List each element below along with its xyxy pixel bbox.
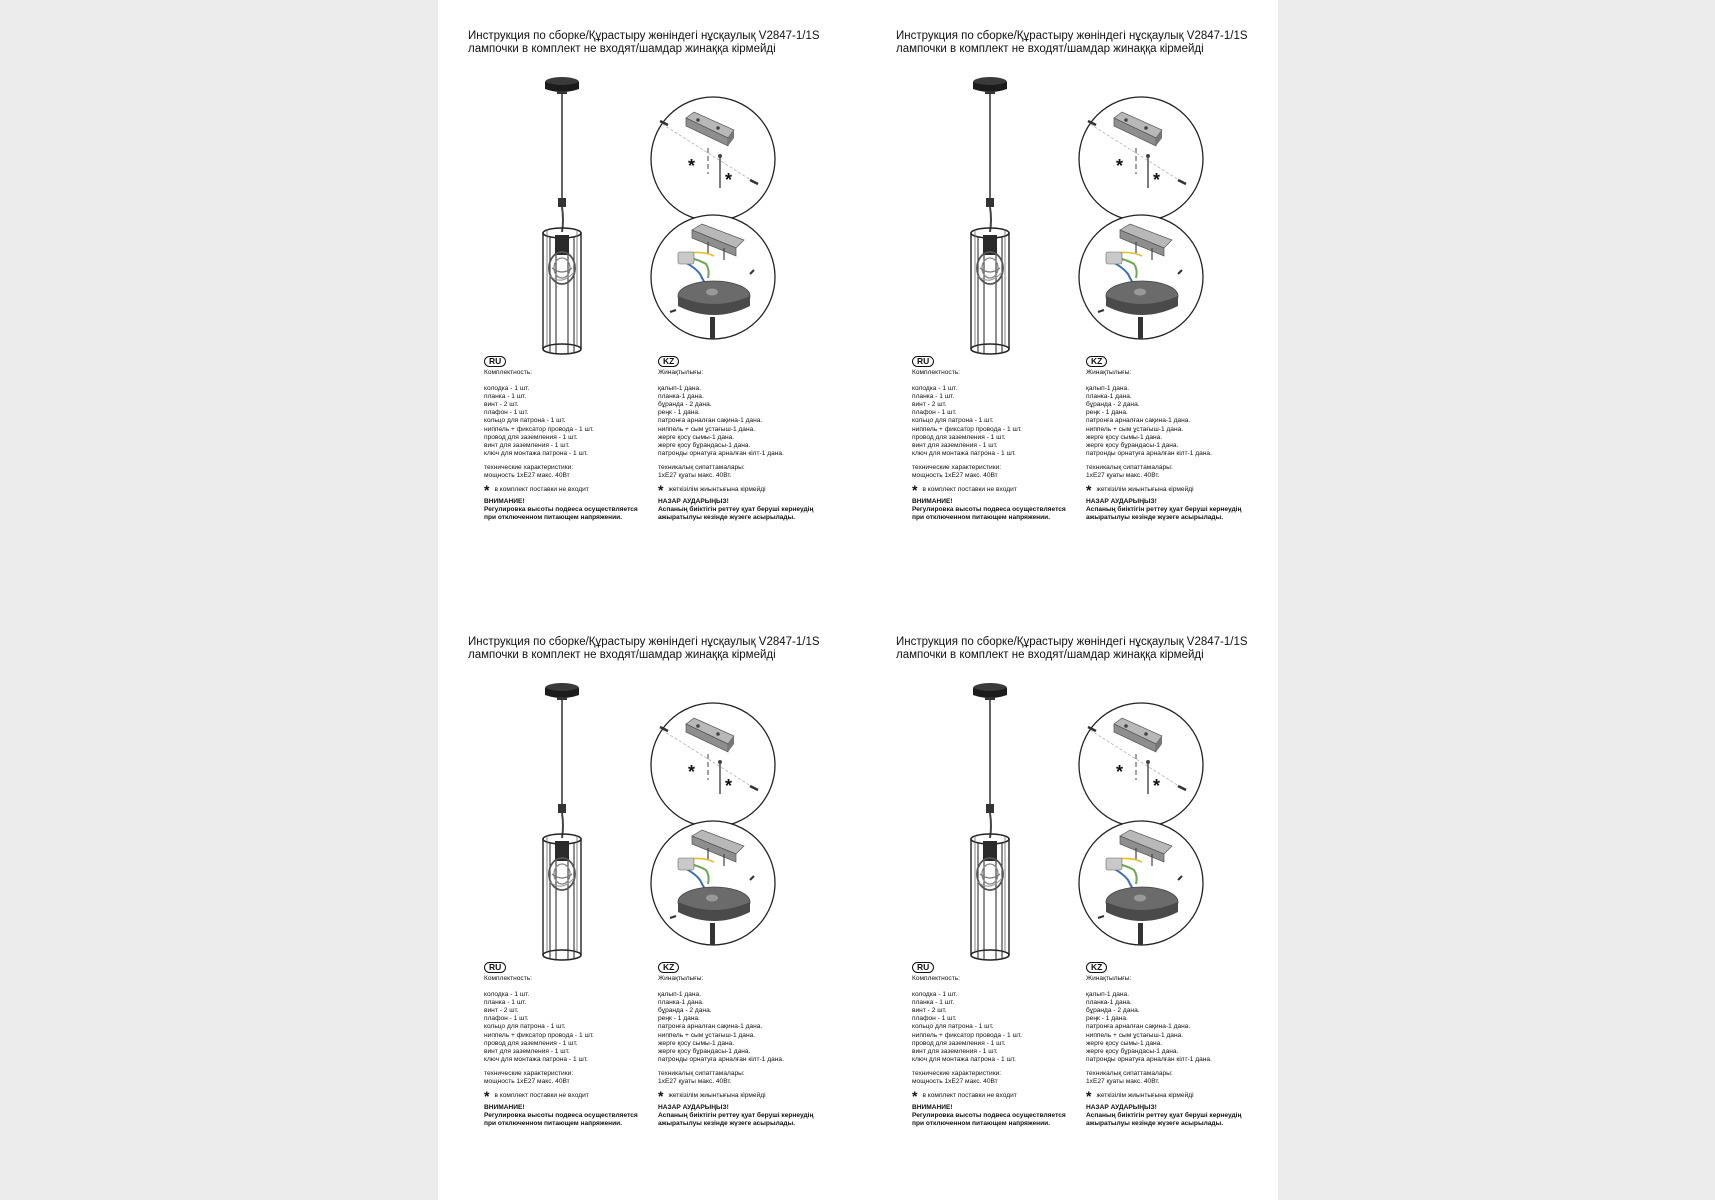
kz-heading: Жинақтылығы: [1086, 369, 1132, 376]
ru-item: кольцо для патрона - 1 шт. [484, 1023, 566, 1031]
ru-item: провод для заземления - 1 шт. [912, 433, 1006, 441]
ru-item: ключ для монтажа патрона - 1 шт. [484, 1055, 588, 1063]
pendant-lamp-icon [934, 678, 1044, 966]
ru-item: кольцо для патрона - 1 шт. [484, 417, 566, 425]
title-line-2: лампочки в комплект не входят/шамдар жинаққа кірмейді [468, 649, 776, 661]
kz-spec-heading: техникалық сипаттамалары: [658, 463, 745, 471]
kz-warning-line: Аспаның биіктігін реттеу қуат беруші кернеудің [1086, 1112, 1242, 1120]
mounting-bracket-diagram-icon [1076, 94, 1206, 224]
kz-item: планка-1 дана. [1086, 393, 1132, 401]
not-included-star-mark: * [1116, 762, 1124, 782]
ru-item: планка - 1 шт. [912, 393, 955, 401]
kz-not-included-text: жеткізілім жиынтығына кірмейді [1096, 486, 1194, 494]
kz-item: реңк - 1 дана. [1086, 1015, 1128, 1023]
kz-item: патронды орнатуға арналған кілт-1 дана. [658, 1055, 784, 1063]
ru-item: колодка - 1 шт. [484, 991, 530, 999]
not-included-star-mark: * [725, 776, 733, 796]
ru-section [484, 356, 664, 523]
instruction-card [468, 636, 888, 1196]
ceiling-wiring-diagram-icon [1076, 818, 1206, 948]
kz-item-list [658, 385, 838, 458]
kz-spec-heading: техникалық сипаттамалары: [1086, 463, 1173, 471]
kz-item-list [1086, 991, 1266, 1064]
ru-not-included-text: в комплект поставки не входит [922, 486, 1017, 494]
ru-not-included-text: в комплект поставки не входит [922, 1092, 1017, 1100]
ru-item: кольцо для патрона - 1 шт. [912, 417, 994, 425]
instruction-card [468, 30, 888, 590]
ru-warning-line: Регулировка высоты подвеса осуществляется [484, 506, 638, 514]
ru-item-list [912, 991, 1092, 1064]
kz-warning-line: Аспаның биіктігін реттеу қуат беруші кернеудің [658, 506, 814, 514]
kz-section [1086, 962, 1266, 1129]
kz-item: патронға арналған сақина-1 дана. [658, 1023, 763, 1031]
kz-item: жерге қосу сымы-1 дана. [658, 433, 735, 441]
kz-warning-line: ажыратылуы кезінде жүзеге асырылады. [658, 514, 796, 522]
kz-item: реңк - 1 дана. [658, 409, 700, 417]
instruction-card [896, 636, 1316, 1196]
ru-item: винт - 2 шт. [912, 1007, 947, 1015]
kz-warning-line: Аспаның биіктігін реттеу қуат беруші кернеудің [1086, 506, 1242, 514]
kz-warning [658, 498, 838, 522]
kz-item: планка-1 дана. [1086, 999, 1132, 1007]
kz-spec: 1xE27 қуаты макс. 40Вт. [1086, 472, 1160, 480]
ru-section [912, 962, 1092, 1129]
ru-warning-line: при отключенном питающем напряжении. [912, 1120, 1051, 1128]
kz-item: қалып-1 дана. [1086, 991, 1130, 999]
ceiling-wiring-diagram-icon [648, 212, 778, 342]
not-included-star-mark: * [1153, 170, 1161, 190]
asterisk-icon: * [912, 482, 918, 499]
card-title [896, 30, 1316, 56]
ru-spec-heading: технические характеристики: [912, 1069, 1002, 1077]
ru-warning-title: ВНИМАНИЕ! [912, 1104, 953, 1112]
kz-item: бұранда - 2 дана. [658, 1007, 712, 1015]
ru-not-included-note [484, 1088, 664, 1105]
ru-warning-title: ВНИМАНИЕ! [912, 498, 953, 506]
ru-item: винт для заземления - 1 шт. [912, 441, 998, 449]
asterisk-icon: * [658, 1088, 664, 1105]
title-line-2: лампочки в комплект не входят/шамдар жинаққа кірмейді [468, 43, 776, 55]
kz-spec: 1xE27 қуаты макс. 40Вт. [1086, 1078, 1160, 1086]
kz-not-included-note [1086, 482, 1266, 499]
kz-item: патронды орнатуға арналған кілт-1 дана. [658, 449, 784, 457]
not-included-star-mark: * [688, 762, 696, 782]
mounting-bracket-diagram-icon [1076, 700, 1206, 830]
kz-item: жерге қосу сымы-1 дана. [1086, 433, 1163, 441]
ru-not-included-note [912, 482, 1092, 499]
ru-item: колодка - 1 шт. [912, 991, 958, 999]
title-line-1: Инструкция по сборке/Құрастыру жөніндегі нұсқаулық V2847-1/1S [896, 30, 1248, 42]
asterisk-icon: * [484, 1088, 490, 1105]
ru-item: плафон - 1 шт. [912, 1015, 957, 1023]
kz-item: реңк - 1 дана. [1086, 409, 1128, 417]
ru-warning-line: Регулировка высоты подвеса осуществляется [912, 1112, 1066, 1120]
ru-warning-line: при отключенном питающем напряжении. [484, 1120, 623, 1128]
ceiling-wiring-diagram-icon [1076, 212, 1206, 342]
ru-item-list [912, 385, 1092, 458]
mounting-bracket-diagram-icon [648, 700, 778, 830]
kz-item: патронды орнатуға арналған кілт-1 дана. [1086, 449, 1212, 457]
ru-warning-title: ВНИМАНИЕ! [484, 498, 525, 506]
asterisk-icon: * [658, 482, 664, 499]
kz-warning-line: ажыратылуы кезінде жүзеге асырылады. [1086, 1120, 1224, 1128]
kz-item: патронға арналған сақина-1 дана. [1086, 1023, 1191, 1031]
ru-spec: мощность 1xE27 макс. 40Вт [484, 472, 570, 480]
ru-heading: Комплектность: [484, 975, 532, 982]
ru-item: колодка - 1 шт. [912, 385, 958, 393]
kz-item: жерге қосу сымы-1 дана. [658, 1039, 735, 1047]
ru-spec-heading: технические характеристики: [484, 463, 574, 471]
kz-warning [658, 1104, 838, 1128]
ru-item: ниппель + фиксатор провода - 1 шт. [912, 425, 1022, 433]
kz-badge: KZ [1086, 962, 1107, 973]
ru-warning-line: Регулировка высоты подвеса осуществляется [484, 1112, 638, 1120]
kz-item: қалып-1 дана. [658, 385, 702, 393]
kz-not-included-text: жеткізілім жиынтығына кірмейді [1096, 1092, 1194, 1100]
ru-item-list [484, 991, 664, 1064]
kz-item: қалып-1 дана. [1086, 385, 1130, 393]
ru-item: ключ для монтажа патрона - 1 шт. [912, 1055, 1016, 1063]
ru-item: ключ для монтажа патрона - 1 шт. [912, 449, 1016, 457]
kz-not-included-note [658, 482, 838, 499]
ru-spec-heading: технические характеристики: [912, 463, 1002, 471]
ru-spec: мощность 1xE27 макс. 40Вт [912, 472, 998, 480]
ru-spec-heading: технические характеристики: [484, 1069, 574, 1077]
kz-spec-heading: техникалық сипаттамалары: [658, 1069, 745, 1077]
ru-item: кольцо для патрона - 1 шт. [912, 1023, 994, 1031]
ru-item: планка - 1 шт. [912, 999, 955, 1007]
ru-spec: мощность 1xE27 макс. 40Вт [912, 1078, 998, 1086]
asterisk-icon: * [1086, 1088, 1092, 1105]
ru-not-included-note [484, 482, 664, 499]
ru-badge: RU [912, 962, 934, 973]
kz-item: реңк - 1 дана. [658, 1015, 700, 1023]
kz-item-list [658, 991, 838, 1064]
kz-item: патронды орнатуға арналған кілт-1 дана. [1086, 1055, 1212, 1063]
kz-heading: Жинақтылығы: [658, 369, 704, 376]
not-included-star-mark: * [1116, 156, 1124, 176]
ru-warning [484, 498, 664, 522]
kz-item: планка-1 дана. [658, 999, 704, 1007]
kz-item: ниппель + сым ұстағыш-1 дана. [658, 1031, 756, 1039]
title-line-2: лампочки в комплект не входят/шамдар жинаққа кірмейді [896, 43, 1204, 55]
card-title [468, 30, 888, 56]
ru-item: винт для заземления - 1 шт. [484, 441, 570, 449]
kz-warning-line: Аспаның биіктігін реттеу қуат беруші кернеудің [658, 1112, 814, 1120]
instruction-card [896, 30, 1316, 590]
title-line-2: лампочки в комплект не входят/шамдар жинаққа кірмейді [896, 649, 1204, 661]
ru-badge: RU [912, 356, 934, 367]
kz-spec: 1xE27 қуаты макс. 40Вт. [658, 1078, 732, 1086]
kz-warning-line: ажыратылуы кезінде жүзеге асырылады. [1086, 514, 1224, 522]
asterisk-icon: * [484, 482, 490, 499]
kz-heading: Жинақтылығы: [658, 975, 704, 982]
kz-warning [1086, 498, 1266, 522]
ru-warning [912, 498, 1092, 522]
ru-item: винт - 2 шт. [484, 401, 519, 409]
kz-not-included-text: жеткізілім жиынтығына кірмейді [668, 486, 766, 494]
pendant-lamp-icon [506, 72, 616, 360]
ru-item: ниппель + фиксатор провода - 1 шт. [484, 425, 594, 433]
kz-item: бұранда - 2 дана. [658, 401, 712, 409]
kz-warning-title: НАЗАР АУДАРЫҢЫЗ! [1086, 498, 1157, 506]
ru-item: плафон - 1 шт. [912, 409, 957, 417]
kz-spec-heading: техникалық сипаттамалары: [1086, 1069, 1173, 1077]
ru-warning-line: при отключенном питающем напряжении. [484, 514, 623, 522]
ru-warning-line: Регулировка высоты подвеса осуществляется [912, 506, 1066, 514]
ru-warning [484, 1104, 664, 1128]
kz-not-included-text: жеткізілім жиынтығына кірмейді [668, 1092, 766, 1100]
kz-badge: KZ [1086, 356, 1107, 367]
kz-not-included-note [1086, 1088, 1266, 1105]
kz-item-list [1086, 385, 1266, 458]
kz-item: ниппель + сым ұстағыш-1 дана. [1086, 1031, 1184, 1039]
kz-item: жерге қосу сымы-1 дана. [1086, 1039, 1163, 1047]
kz-item: жерге қосу бұрандасы-1 дана. [658, 1047, 751, 1055]
kz-warning-title: НАЗАР АУДАРЫҢЫЗ! [658, 1104, 729, 1112]
kz-warning [1086, 1104, 1266, 1128]
ru-warning-line: при отключенном питающем напряжении. [912, 514, 1051, 522]
kz-badge: KZ [658, 356, 679, 367]
asterisk-icon: * [1086, 482, 1092, 499]
kz-item: ниппель + сым ұстағыш-1 дана. [1086, 425, 1184, 433]
card-title [896, 636, 1316, 662]
pendant-lamp-icon [506, 678, 616, 966]
title-line-1: Инструкция по сборке/Құрастыру жөніндегі нұсқаулық V2847-1/1S [468, 30, 820, 42]
mounting-bracket-diagram-icon [648, 94, 778, 224]
ru-badge: RU [484, 356, 506, 367]
kz-section [658, 962, 838, 1129]
ru-item: планка - 1 шт. [484, 999, 527, 1007]
kz-item: жерге қосу бұрандасы-1 дана. [1086, 441, 1179, 449]
kz-section [658, 356, 838, 523]
card-title [468, 636, 888, 662]
ru-not-included-text: в комплект поставки не входит [494, 1092, 589, 1100]
kz-badge: KZ [658, 962, 679, 973]
ru-item: провод для заземления - 1 шт. [484, 433, 578, 441]
ru-badge: RU [484, 962, 506, 973]
kz-section [1086, 356, 1266, 523]
not-included-star-mark: * [688, 156, 696, 176]
ru-heading: Комплектность: [912, 369, 960, 376]
ru-item: колодка - 1 шт. [484, 385, 530, 393]
ru-item: провод для заземления - 1 шт. [912, 1039, 1006, 1047]
ru-heading: Комплектность: [484, 369, 532, 376]
ru-section [484, 962, 664, 1129]
title-line-1: Инструкция по сборке/Құрастыру жөніндегі нұсқаулық V2847-1/1S [468, 636, 820, 648]
kz-not-included-note [658, 1088, 838, 1105]
ru-not-included-note [912, 1088, 1092, 1105]
ru-warning-title: ВНИМАНИЕ! [484, 1104, 525, 1112]
ru-item: винт для заземления - 1 шт. [912, 1047, 998, 1055]
ru-not-included-text: в комплект поставки не входит [494, 486, 589, 494]
ceiling-wiring-diagram-icon [648, 818, 778, 948]
kz-item: патронға арналған сақина-1 дана. [1086, 417, 1191, 425]
kz-item: жерге қосу бұрандасы-1 дана. [1086, 1047, 1179, 1055]
kz-item: қалып-1 дана. [658, 991, 702, 999]
kz-heading: Жинақтылығы: [1086, 975, 1132, 982]
ru-warning [912, 1104, 1092, 1128]
ru-item: винт для заземления - 1 шт. [484, 1047, 570, 1055]
ru-item: винт - 2 шт. [912, 401, 947, 409]
kz-item: жерге қосу бұрандасы-1 дана. [658, 441, 751, 449]
ru-spec: мощность 1xE27 макс. 40Вт [484, 1078, 570, 1086]
kz-warning-title: НАЗАР АУДАРЫҢЫЗ! [658, 498, 729, 506]
kz-item: бұранда - 2 дана. [1086, 401, 1140, 409]
ru-section [912, 356, 1092, 523]
ru-heading: Комплектность: [912, 975, 960, 982]
kz-item: бұранда - 2 дана. [1086, 1007, 1140, 1015]
title-line-1: Инструкция по сборке/Құрастыру жөніндегі нұсқаулық V2847-1/1S [896, 636, 1248, 648]
kz-item: планка-1 дана. [658, 393, 704, 401]
kz-item: ниппель + сым ұстағыш-1 дана. [658, 425, 756, 433]
ru-item: винт - 2 шт. [484, 1007, 519, 1015]
kz-warning-title: НАЗАР АУДАРЫҢЫЗ! [1086, 1104, 1157, 1112]
ru-item: плафон - 1 шт. [484, 1015, 529, 1023]
ru-item: ниппель + фиксатор провода - 1 шт. [484, 1031, 594, 1039]
not-included-star-mark: * [1153, 776, 1161, 796]
ru-item: ниппель + фиксатор провода - 1 шт. [912, 1031, 1022, 1039]
kz-item: патронға арналған сақина-1 дана. [658, 417, 763, 425]
ru-item-list [484, 385, 664, 458]
ru-item: планка - 1 шт. [484, 393, 527, 401]
asterisk-icon: * [912, 1088, 918, 1105]
not-included-star-mark: * [725, 170, 733, 190]
kz-spec: 1xE27 қуаты макс. 40Вт. [658, 472, 732, 480]
kz-warning-line: ажыратылуы кезінде жүзеге асырылады. [658, 1120, 796, 1128]
ru-item: плафон - 1 шт. [484, 409, 529, 417]
ru-item: ключ для монтажа патрона - 1 шт. [484, 449, 588, 457]
ru-item: провод для заземления - 1 шт. [484, 1039, 578, 1047]
pendant-lamp-icon [934, 72, 1044, 360]
